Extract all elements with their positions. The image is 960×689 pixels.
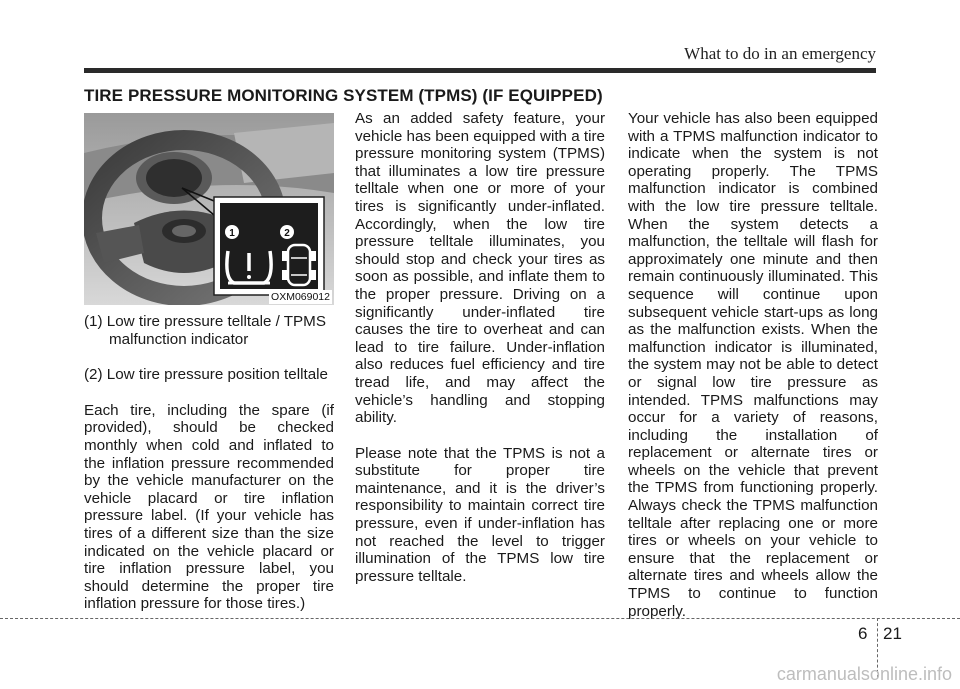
- caption-1: (1) Low tire pressure telltale / TPMS malfunction indicator: [84, 313, 326, 348]
- body-paragraph: Your vehicle has also been equipped with a TPMS malfunction indicator to indicate when the system is not operating properly. The TPMS malfunction indicator is combined with the low tire pressure telltale. When the system detects a malfunction, the telltale will flash for approximately one minute and then remain continuously illuminated. This sequence will continue upon subsequent vehicle start-ups as long as the malfunction exists. When the malfunction indicator is illuminated, the system may not be able to detect or signal low tire pressure as intended. TPMS malfunctions may occur for a variety of reasons, including the installation of replacement or alternate tires or wheels on the vehicle that prevent the TPMS from functioning properly. Always check the TPMS malfunction telltale after replacing one or more tires or wheels on your vehicle to ensure that the replacement or alternate tires and wheels allow the TPMS to continue to function properly.: [628, 110, 878, 620]
- callout-1-label: 1: [229, 228, 235, 239]
- body-paragraph: Please note that the TPMS is not a substitute for proper tire maintenance, and it is the driver’s responsibility to maintain correct tire pressure, even if under-inflation has not reached the level to trigger illumination of the TPMS low tire pressure telltale.: [355, 444, 605, 585]
- middle-column: [355, 110, 605, 603]
- body-paragraph: Each tire, including the spare (if provided), should be checked monthly when cold and inflated to the inflation pressure recommended by the vehicle manufacturer on the vehicle placard or tire inflation pressure label. (If your vehicle has tires of a different size than the size indicated on the vehicle placard or tire inflation pressure label, you should determine the proper tire inflation pressure for those tires.): [84, 401, 334, 613]
- figure-code: OXM069012: [271, 291, 330, 303]
- watermark: carmanualsonline.info: [776, 664, 952, 684]
- header-rule: [84, 68, 876, 73]
- caption-2: (2) Low tire pressure position telltale: [84, 366, 328, 384]
- body-paragraph: As an added safety feature, your vehicle has been equipped with a tire pressure monitoring system (TPMS) that illuminates a low tire pressure telltale when one or more of your tires is significantly under-inflated. Accordingly, when the low tire pressure telltale illuminates, you should stop and check your tires as soon as possible, and inflate them to the proper pressure. Driving on a significantly under-inflated tire causes the tire to overheat and can lead to tire failure. Under-inflation also reduces fuel efficiency and tire tread life, and may affect the vehicle’s handling and stopping ability.: [355, 110, 605, 427]
- steering-wheel-illustration: [84, 113, 334, 305]
- left-column: [84, 313, 334, 631]
- footer-rule: [0, 618, 960, 619]
- chapter-number: 6: [858, 624, 868, 643]
- callout-2-label: 2: [284, 228, 290, 239]
- page-number: 21: [883, 624, 902, 643]
- section-heading: TIRE PRESSURE MONITORING SYSTEM (TPMS) (IF EQUIPPED): [84, 86, 603, 105]
- dashboard-figure: [84, 113, 334, 305]
- right-column: [628, 110, 878, 638]
- header-section-title: What to do in an emergency: [684, 44, 876, 63]
